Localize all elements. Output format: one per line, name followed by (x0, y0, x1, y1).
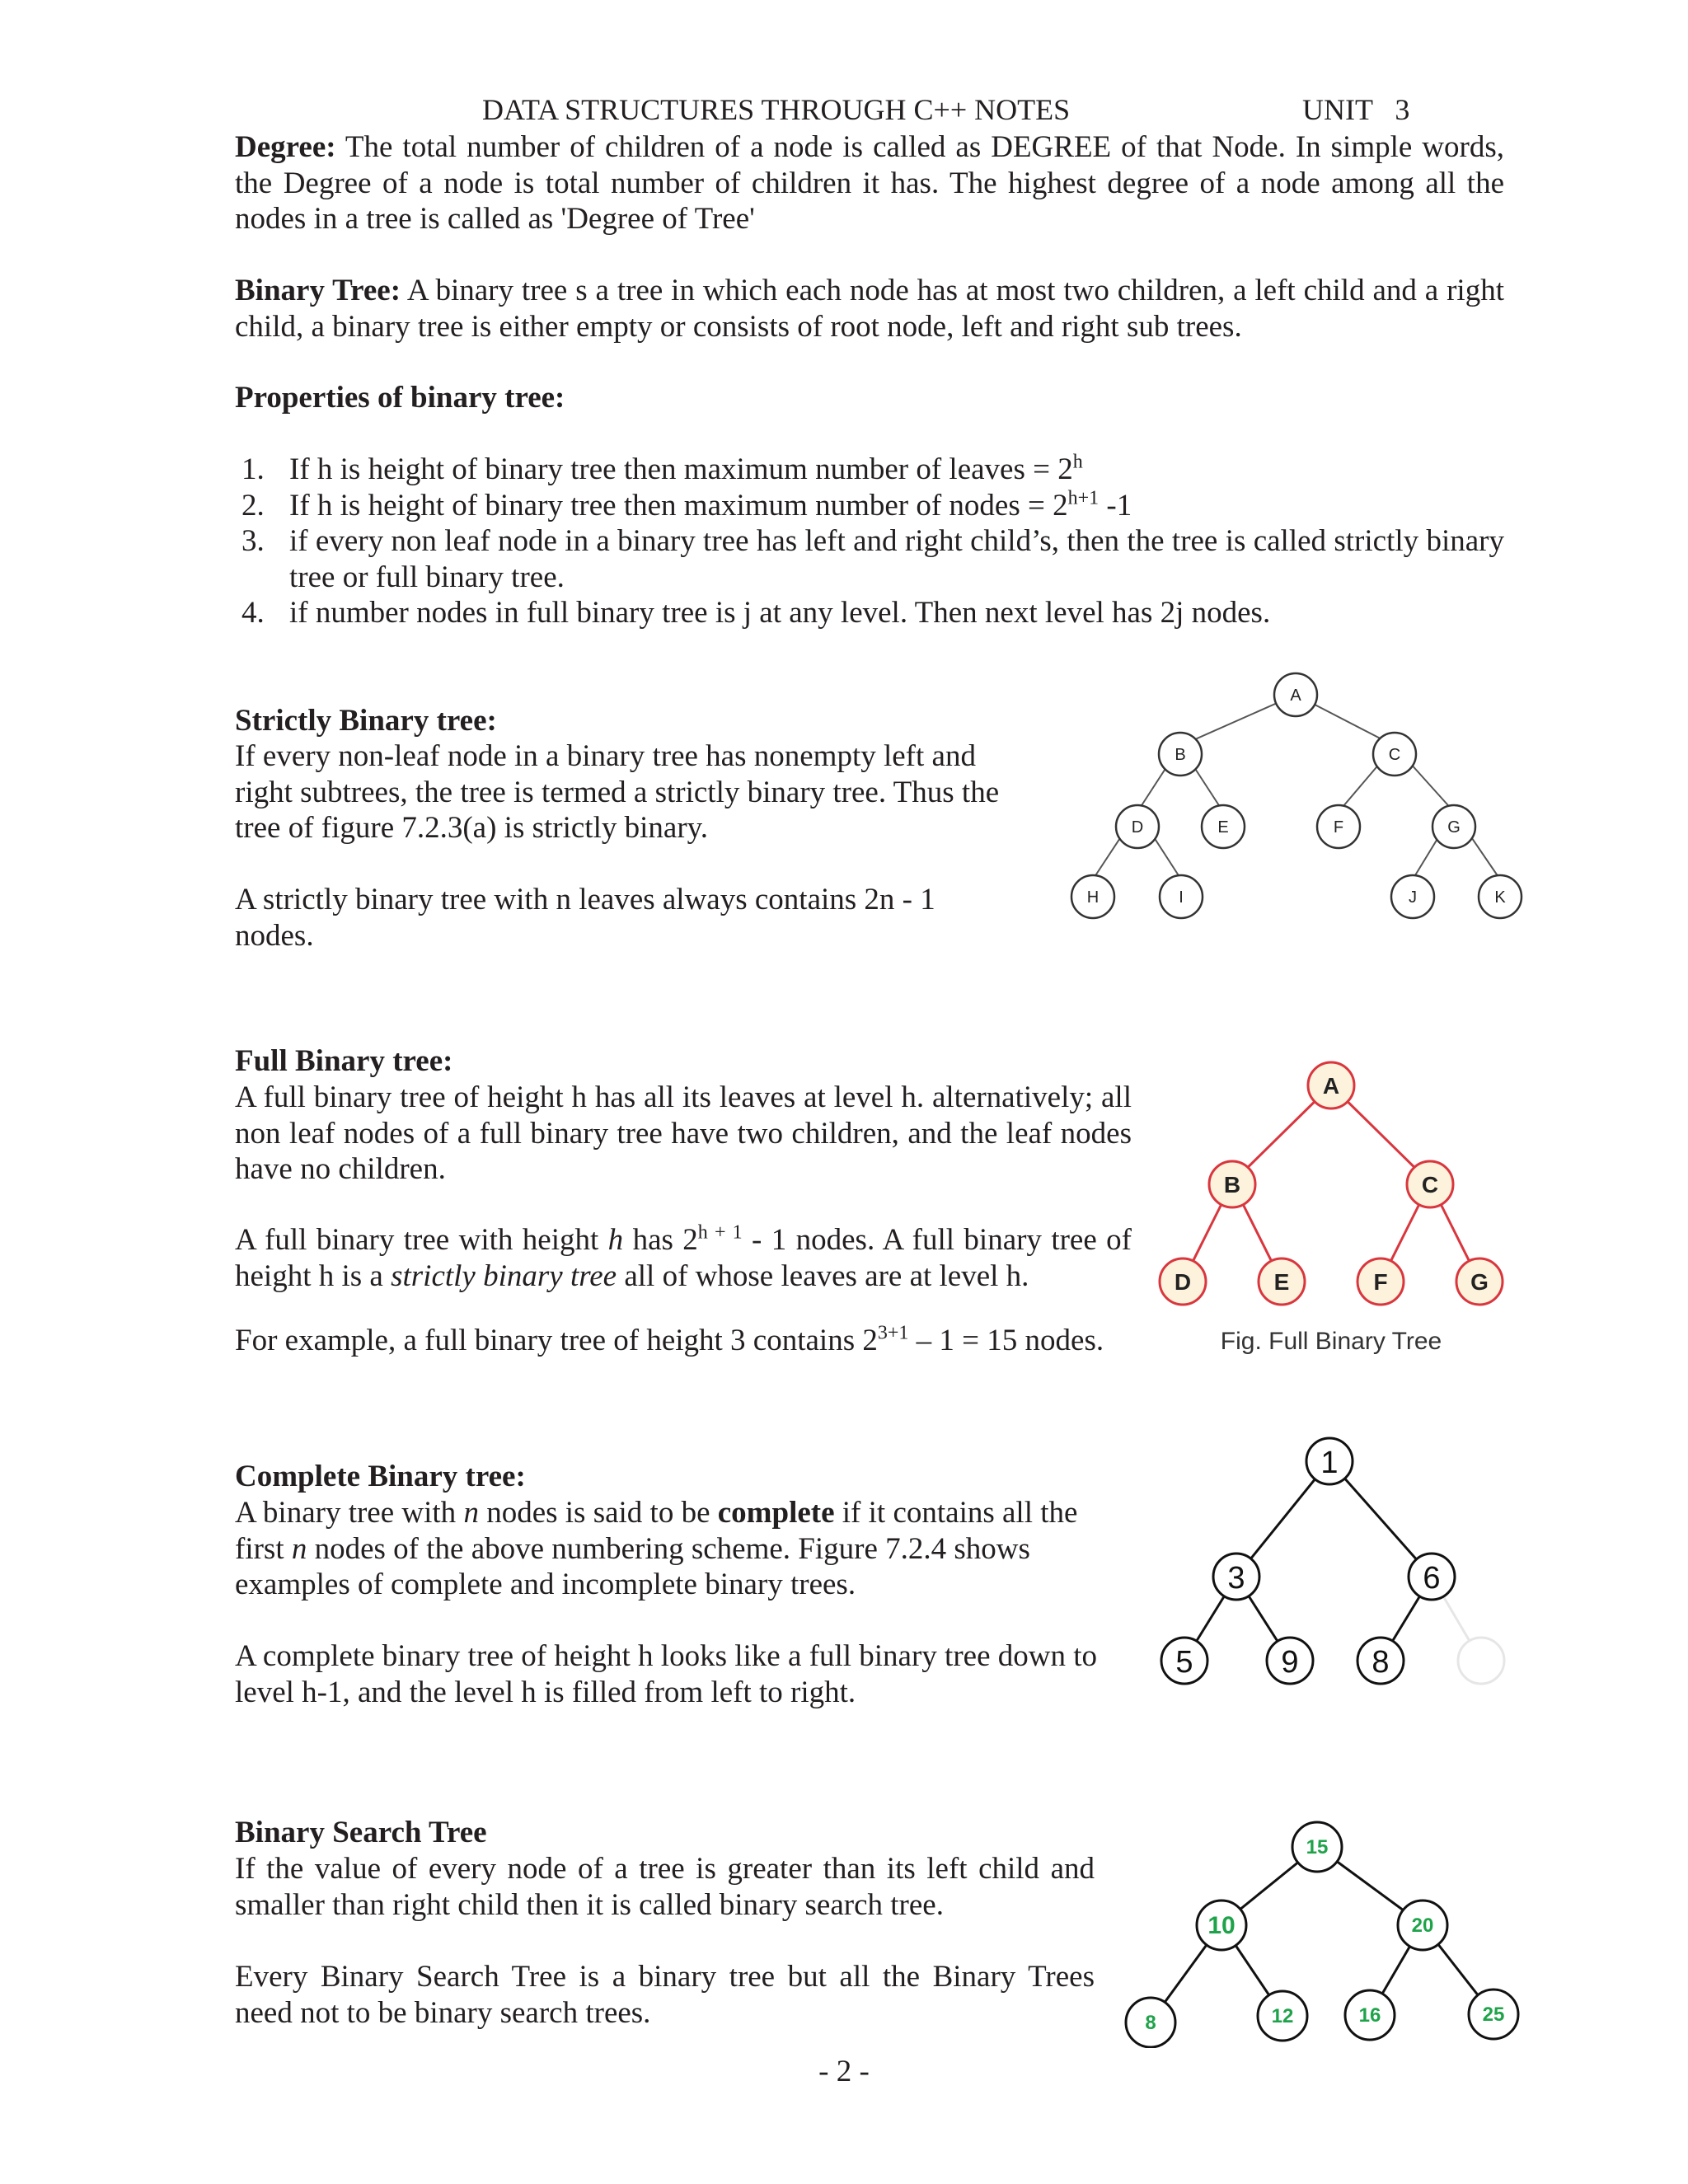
complete-binary-tree-diagram (1142, 1430, 1521, 1694)
node-label: D (1174, 1269, 1192, 1295)
node-label: B (1223, 1172, 1241, 1197)
node-label: I (1179, 888, 1184, 907)
node-label: 3 (1227, 1561, 1245, 1596)
node-label: 25 (1482, 2004, 1505, 2026)
node-label: C (1388, 746, 1401, 764)
node-label: 16 (1358, 2004, 1381, 2027)
degree-paragraph (235, 129, 1504, 237)
empty-node (1458, 1638, 1504, 1684)
strictly-p2: A strictly binary tree with n leaves always contains 2n - 1 nodes. (235, 883, 935, 953)
properties-list (235, 452, 1504, 631)
node-label: F (1373, 1269, 1388, 1295)
property-item: 1. If h is height of binary tree then maximum number of leaves = $2^h$ (241, 451, 1083, 486)
node-label: H (1086, 888, 1100, 907)
node-label: D (1131, 818, 1144, 837)
bst-p2: Every Binary Search Tree is a binary tree but all the Binary Trees need not to be binary search trees. (235, 1960, 1095, 2030)
degree-text: The total number of children of a node is called as DEGREE of that Node. In simple words, the Degree of a node is total number of children it has. The highest degree of a node among all the nodes in a tree is called as 'Degree of Tree' (235, 130, 1505, 236)
complete-p1: A binary tree with n nodes is said to be complete if it contains all the first n nodes of the above numbering scheme. Figure 7.2.4 shows examples of complete and incomplete binary trees. (235, 1496, 1078, 1601)
complete-p2: A complete binary tree of height h looks like a full binary tree down to level h-1, and the level h is filled from left to right. (235, 1639, 1097, 1709)
node-label: 20 (1411, 1915, 1434, 1937)
binary-tree-paragraph (235, 273, 1504, 344)
full-p2: A full binary tree with height h has $2^{h + 1} - 1$ nodes. A full binary tree of height h is a strictly binary tree all of whose leaves are at level h. (235, 1221, 1132, 1293)
strictly-binary-tree-diagram (1055, 663, 1550, 927)
property-item: 2. If h is height of binary tree then maximum number of nodes = $2^{h+1}$ -1 (241, 487, 1132, 523)
node-label: 8 (1372, 1645, 1390, 1680)
node-label: E (1217, 818, 1229, 837)
full-heading: Full Binary tree: (235, 1044, 453, 1078)
node-label: 8 (1145, 2012, 1156, 2034)
strictly-heading: Strictly Binary tree: (235, 704, 497, 738)
node-label: G (1470, 1269, 1489, 1295)
node-label: A (1322, 1073, 1340, 1099)
node-label: A (1290, 687, 1301, 705)
full-binary-tree-diagram (1146, 1059, 1525, 1372)
full-p1: A full binary tree of height h has all its leaves at level h. alternatively; all non leaf nodes of a full binary tree have two children, and the leaf nodes have no children. (235, 1080, 1132, 1186)
node-label: C (1421, 1172, 1439, 1197)
properties-heading: Properties of binary tree: (235, 381, 565, 415)
node-label: J (1409, 888, 1417, 907)
node-label: K (1494, 888, 1506, 907)
node-label: 15 (1306, 1836, 1329, 1858)
node-label: 6 (1423, 1561, 1441, 1596)
node-label: F (1333, 818, 1344, 837)
doc-header-title: DATA STRUCTURES THROUGH C++ NOTES (482, 93, 1071, 126)
binary-tree-term: Binary Tree: (235, 274, 401, 307)
degree-term: Degree: (235, 130, 336, 164)
binary-search-tree-diagram (1121, 1817, 1533, 2048)
node-label: G (1447, 818, 1461, 837)
node-label: B (1175, 746, 1186, 764)
complete-heading: Complete Binary tree: (235, 1460, 526, 1493)
page-number: - 2 - (818, 2055, 870, 2088)
strictly-p1: If every non-leaf node in a binary tree has nonempty left and right subtrees, the tree is termed a strictly binary tree. Thus the tree of figure 7.2.3(a) is strictly binary. (235, 739, 1000, 845)
node-label: 1 (1320, 1446, 1339, 1480)
node-label: 5 (1175, 1645, 1193, 1680)
node-label: 10 (1207, 1912, 1236, 1939)
property-item: 4. if number nodes in full binary tree is j at any level. Then next level has 2j nodes. (241, 596, 1271, 630)
node-label: 12 (1271, 2005, 1294, 2027)
full-p3: For example, a full binary tree of height 3 contains $2^{3+1} - 1 = 15$ nodes. (235, 1322, 1104, 1357)
doc-header-unit: UNIT 3 (1302, 93, 1410, 126)
binary-tree-text: A binary tree s a tree in which each node has at most two children, a left child and a right child, a binary tree is either empty or consists of root node, left and right sub trees. (235, 274, 1504, 344)
bst-heading: Binary Search Tree (235, 1816, 487, 1849)
property-item: 3. if every non leaf node in a binary tree has left and right child’s, then the tree is called strictly binary tree or full binary tree. (241, 524, 1504, 594)
node-label: 9 (1281, 1645, 1299, 1680)
bst-p1: If the value of every node of a tree is greater than its left child and smaller than right child then it is called binary search tree. (235, 1852, 1095, 1922)
node-label: E (1273, 1269, 1290, 1295)
full-fig-caption: Fig. Full Binary Tree (1220, 1328, 1442, 1355)
